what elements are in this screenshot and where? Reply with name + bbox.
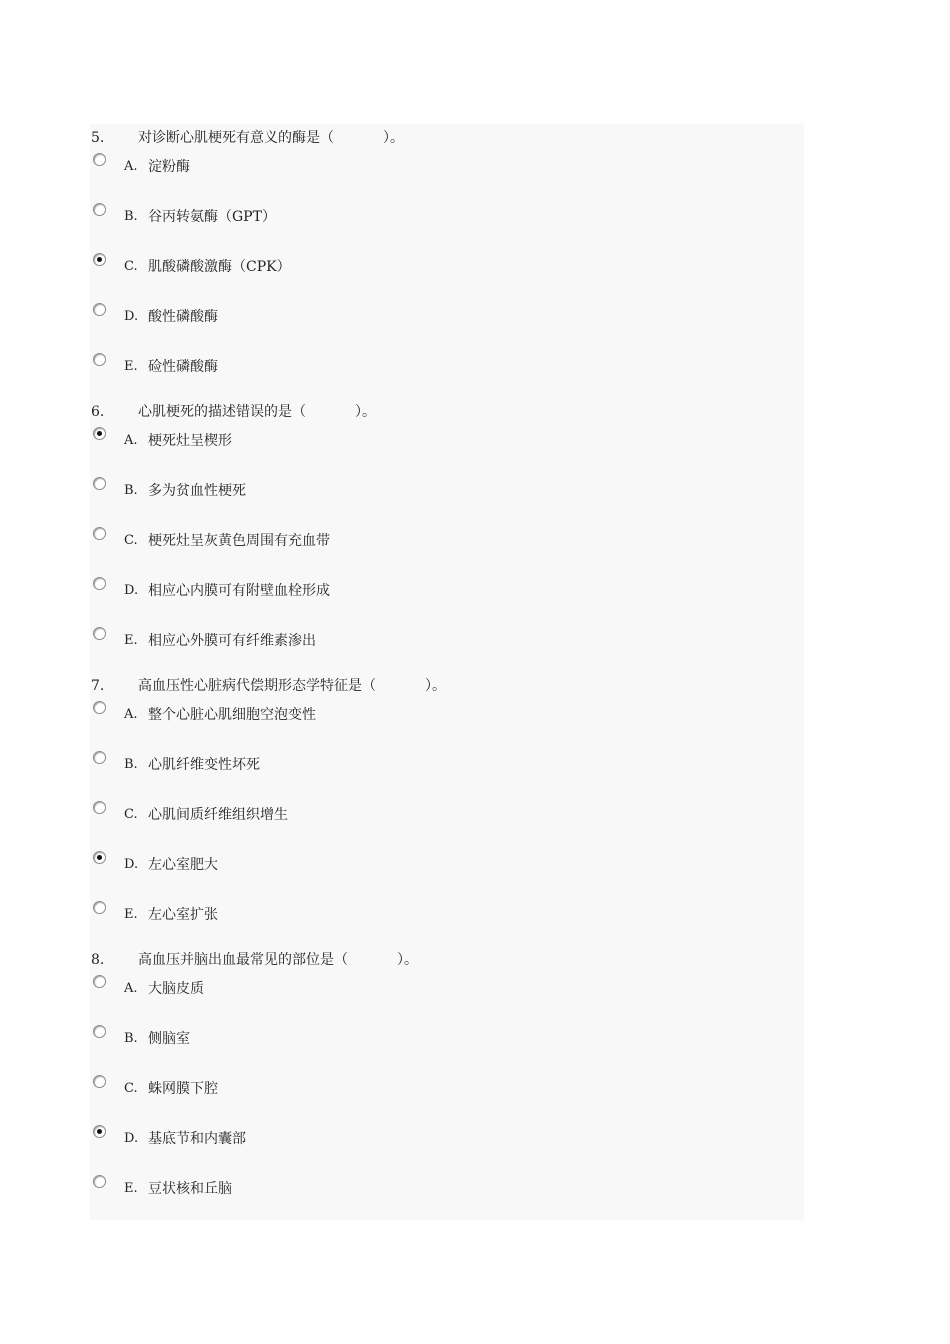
option-text: 相应心外膜可有纤维素渗出 — [148, 633, 316, 649]
option-b[interactable] — [90, 477, 690, 503]
radio-button[interactable] — [93, 627, 106, 640]
radio-button[interactable] — [93, 1075, 106, 1088]
radio-button[interactable] — [93, 851, 106, 864]
option-text: 淀粉酶 — [148, 159, 190, 175]
option-a[interactable] — [90, 153, 690, 179]
question-text: 对诊断心肌梗死有意义的酶是（ ）。 — [138, 130, 404, 146]
option-text: 谷丙转氨酶（GPT） — [148, 209, 276, 225]
option-a[interactable] — [90, 975, 690, 1001]
question-number: 8. — [91, 952, 105, 968]
question-8 — [90, 946, 804, 1220]
option-c[interactable] — [90, 801, 690, 827]
option-letter: E. — [124, 359, 138, 374]
radio-button[interactable] — [93, 577, 106, 590]
option-text: 肌酸磷酸激酶（CPK） — [148, 259, 291, 275]
option-letter: B. — [124, 483, 138, 498]
option-d[interactable] — [90, 851, 690, 877]
radio-button[interactable] — [93, 303, 106, 316]
option-e[interactable] — [90, 627, 690, 653]
option-letter: C. — [124, 259, 138, 274]
option-letter: A. — [124, 981, 138, 996]
option-c[interactable] — [90, 1075, 690, 1101]
option-letter: D. — [124, 1131, 139, 1146]
radio-button[interactable] — [93, 427, 106, 440]
option-text: 多为贫血性梗死 — [148, 483, 246, 499]
radio-button[interactable] — [93, 975, 106, 988]
option-letter: A. — [124, 707, 138, 722]
option-text: 硷性磷酸酶 — [148, 359, 218, 375]
radio-button[interactable] — [93, 253, 106, 266]
question-header — [90, 676, 446, 696]
option-b[interactable] — [90, 1025, 690, 1051]
option-text: 左心室扩张 — [148, 907, 218, 923]
radio-button[interactable] — [93, 901, 106, 914]
option-letter: A. — [124, 159, 138, 174]
radio-button[interactable] — [93, 701, 106, 714]
radio-button[interactable] — [93, 153, 106, 166]
radio-button[interactable] — [93, 1025, 106, 1038]
radio-button[interactable] — [93, 527, 106, 540]
question-text: 心肌梗死的描述错误的是（ ）。 — [138, 404, 376, 420]
option-letter: E. — [124, 907, 138, 922]
option-text: 心肌纤维变性坏死 — [148, 757, 260, 773]
option-text: 酸性磷酸酶 — [148, 309, 218, 325]
radio-button[interactable] — [93, 1175, 106, 1188]
question-header — [90, 128, 404, 148]
option-letter: B. — [124, 757, 138, 772]
option-d[interactable] — [90, 1125, 690, 1151]
radio-button[interactable] — [93, 477, 106, 490]
option-letter: D. — [124, 857, 139, 872]
option-letter: E. — [124, 633, 138, 648]
option-e[interactable] — [90, 901, 690, 927]
option-letter: B. — [124, 1031, 138, 1046]
question-number: 5. — [91, 130, 105, 146]
option-b[interactable] — [90, 751, 690, 777]
option-c[interactable] — [90, 253, 690, 279]
question-number: 7. — [91, 678, 105, 694]
option-text: 侧脑室 — [148, 1031, 190, 1047]
option-d[interactable] — [90, 577, 690, 603]
option-text: 左心室肥大 — [148, 857, 218, 873]
option-c[interactable] — [90, 527, 690, 553]
option-a[interactable] — [90, 427, 690, 453]
option-text: 大脑皮质 — [148, 981, 204, 997]
option-letter: C. — [124, 1081, 138, 1096]
question-header — [90, 950, 418, 970]
question-6 — [90, 398, 804, 672]
option-text: 整个心脏心肌细胞空泡变性 — [148, 707, 316, 723]
option-e[interactable] — [90, 353, 690, 379]
option-letter: B. — [124, 209, 138, 224]
question-number: 6. — [91, 404, 105, 420]
option-text: 豆状核和丘脑 — [148, 1181, 232, 1197]
quiz-panel — [90, 124, 804, 1220]
option-e[interactable] — [90, 1175, 690, 1201]
radio-button[interactable] — [93, 751, 106, 764]
radio-button[interactable] — [93, 353, 106, 366]
option-d[interactable] — [90, 303, 690, 329]
option-letter: A. — [124, 433, 138, 448]
option-text: 蛛网膜下腔 — [148, 1081, 218, 1097]
radio-button[interactable] — [93, 203, 106, 216]
question-header — [90, 402, 376, 422]
option-text: 梗死灶呈灰黄色周围有充血带 — [148, 533, 330, 549]
option-a[interactable] — [90, 701, 690, 727]
option-letter: C. — [124, 533, 138, 548]
question-text: 高血压性心脏病代偿期形态学特征是（ ）。 — [138, 678, 446, 694]
option-text: 基底节和内囊部 — [148, 1131, 246, 1147]
option-text: 相应心内膜可有附壁血栓形成 — [148, 583, 330, 599]
option-letter: D. — [124, 583, 139, 598]
option-b[interactable] — [90, 203, 690, 229]
option-letter: E. — [124, 1181, 138, 1196]
radio-button[interactable] — [93, 1125, 106, 1138]
option-text: 心肌间质纤维组织增生 — [148, 807, 288, 823]
radio-button[interactable] — [93, 801, 106, 814]
option-letter: C. — [124, 807, 138, 822]
option-letter: D. — [124, 309, 139, 324]
question-7 — [90, 672, 804, 946]
question-5 — [90, 124, 804, 398]
question-text: 高血压并脑出血最常见的部位是（ ）。 — [138, 952, 418, 968]
option-text: 梗死灶呈楔形 — [148, 433, 232, 449]
